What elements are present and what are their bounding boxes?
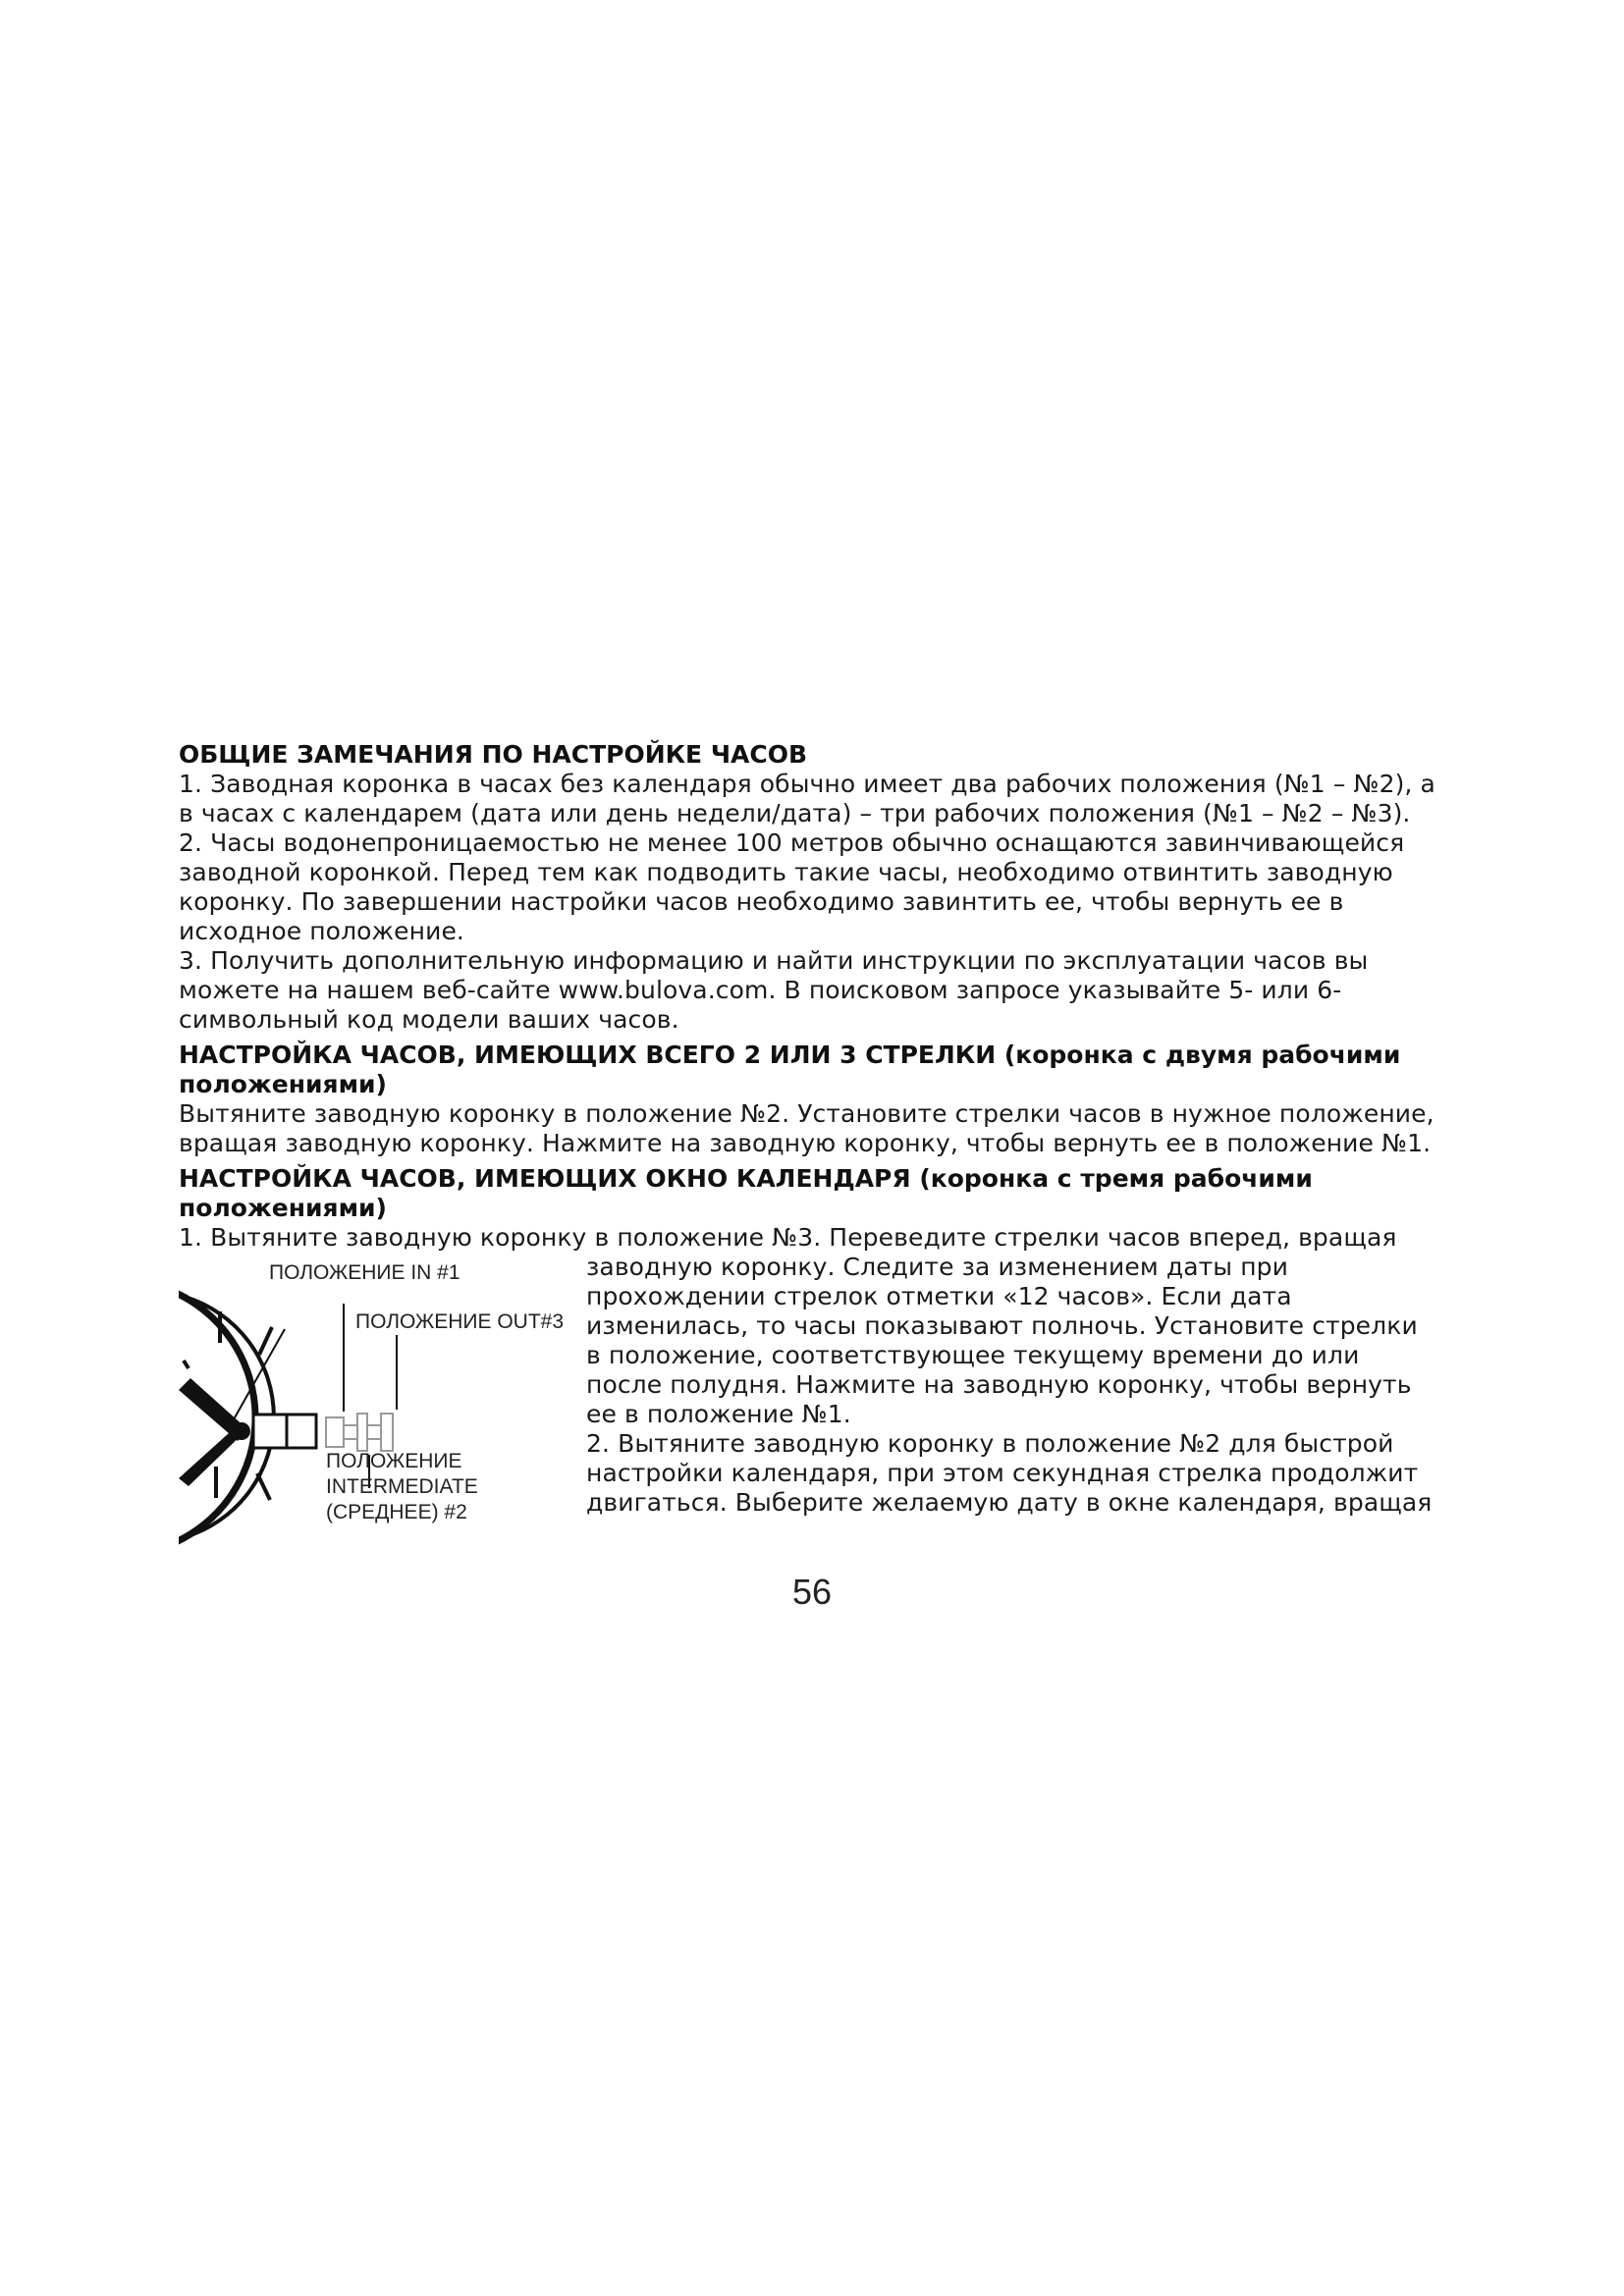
section-two-three-hands-title <box>179 1041 1514 1070</box>
hour-marker <box>259 1327 272 1355</box>
hour-marker <box>257 1473 270 1500</box>
title-main: НАСТРОЙКА ЧАСОВ, ИМЕЮЩИХ ОКНО КАЛЕНДАРЯ <box>179 1164 911 1193</box>
section-calendar-title <box>179 1164 1514 1194</box>
text-line: 2. Вытяните заводную коронку в положение №2 для быстрой <box>586 1429 1394 1458</box>
text-line: в часах с календарем (дата или день недели/дата) – три рабочих положения (№1 – №2 – №3). <box>179 799 1411 828</box>
page-number: 56 <box>791 1572 833 1612</box>
text-line: можете на нашем веб-сайте www.bulova.com. В поисковом запросе указывайте 5- или 6- <box>179 976 1342 1004</box>
title-main: НАСТРОЙКА ЧАСОВ, ИМЕЮЩИХ ВСЕГО 2 ИЛИ 3 СТРЕЛКИ <box>179 1041 997 1069</box>
calendar-instructions-column <box>586 1253 1529 1518</box>
text-line: в положение, соответствующее текущему времени до или <box>586 1341 1360 1369</box>
text-line: прохождении стрелок отметки «12 часов». Если дата <box>586 1282 1292 1310</box>
page-content <box>179 740 1514 1547</box>
date-window <box>253 1415 316 1448</box>
title-sub: (коронка с двумя рабочими <box>996 1041 1401 1069</box>
title-sub: (коронка с тремя рабочими <box>910 1164 1313 1193</box>
text-line: 1. Вытяните заводную коронку в положение №3. Переведите стрелки часов вперед, вращая <box>179 1223 1397 1252</box>
hour-marker <box>184 1361 189 1368</box>
section-two-three-hands-title-cont: положениями) <box>179 1070 387 1098</box>
text-line: коронку. По завершении настройки часов необходимо завинтить ее, чтобы вернуть ее в <box>179 887 1344 916</box>
text-line: 2. Часы водонепроницаемостью не менее 100 метров обычно оснащаются завинчивающейся <box>179 828 1405 857</box>
crown-positions-diagram <box>179 1253 581 1547</box>
text-line: ее в положение №1. <box>586 1400 851 1428</box>
text-line: заводной коронкой. Перед тем как подводить такие часы, необходимо отвинтить заводную <box>179 858 1393 886</box>
text-line: 3. Получить дополнительную информацию и найти инструкции по эксплуатации часов вы <box>179 946 1369 975</box>
crown-stem-illustration <box>326 1414 393 1451</box>
section-calendar-title-cont: положениями) <box>179 1194 387 1222</box>
label-position-intermediate-2: INTERMEDIATE <box>326 1475 478 1498</box>
text-line: вращая заводную коронку. Нажмите на заводную коронку, чтобы вернуть ее в положение №1. <box>179 1129 1432 1157</box>
text-line: двигаться. Выберите желаемую дату в окне календаря, вращая <box>586 1488 1433 1517</box>
label-position-in: ПОЛОЖЕНИЕ IN #1 <box>269 1261 460 1284</box>
text-line: изменилась, то часы показывают полночь. Установите стрелки <box>586 1311 1418 1340</box>
text-line: Вытяните заводную коронку в положение №2. Установите стрелки часов в нужное положение, <box>179 1099 1435 1128</box>
figure-row <box>179 1253 1514 1547</box>
text-line: после полудня. Нажмите на заводную коронку, чтобы вернуть <box>586 1370 1412 1399</box>
section-two-three-hands-body <box>179 1099 1514 1158</box>
text-line: исходное положение. <box>179 917 464 945</box>
second-hand <box>234 1329 285 1419</box>
text-line: символьный код модели ваших часов. <box>179 1005 679 1034</box>
section-general-title: ОБЩИЕ ЗАМЕЧАНИЯ ПО НАСТРОЙКЕ ЧАСОВ <box>179 740 808 769</box>
text-line: 1. Заводная коронка в часах без календаря обычно имеет два рабочих положения (№1 – №2), а <box>179 770 1435 798</box>
text-line: заводную коронку. Следите за изменением даты при <box>586 1253 1288 1281</box>
label-position-intermediate-1: ПОЛОЖЕНИЕ <box>326 1450 462 1472</box>
section-general-body <box>179 770 1514 1035</box>
text-line: настройки календаря, при этом секундная стрелка продолжит <box>586 1459 1419 1487</box>
hands-hub <box>233 1422 250 1440</box>
label-position-intermediate-3: (СРЕДНЕЕ) #2 <box>326 1501 467 1523</box>
label-position-out: ПОЛОЖЕНИЕ OUT#3 <box>355 1310 565 1333</box>
